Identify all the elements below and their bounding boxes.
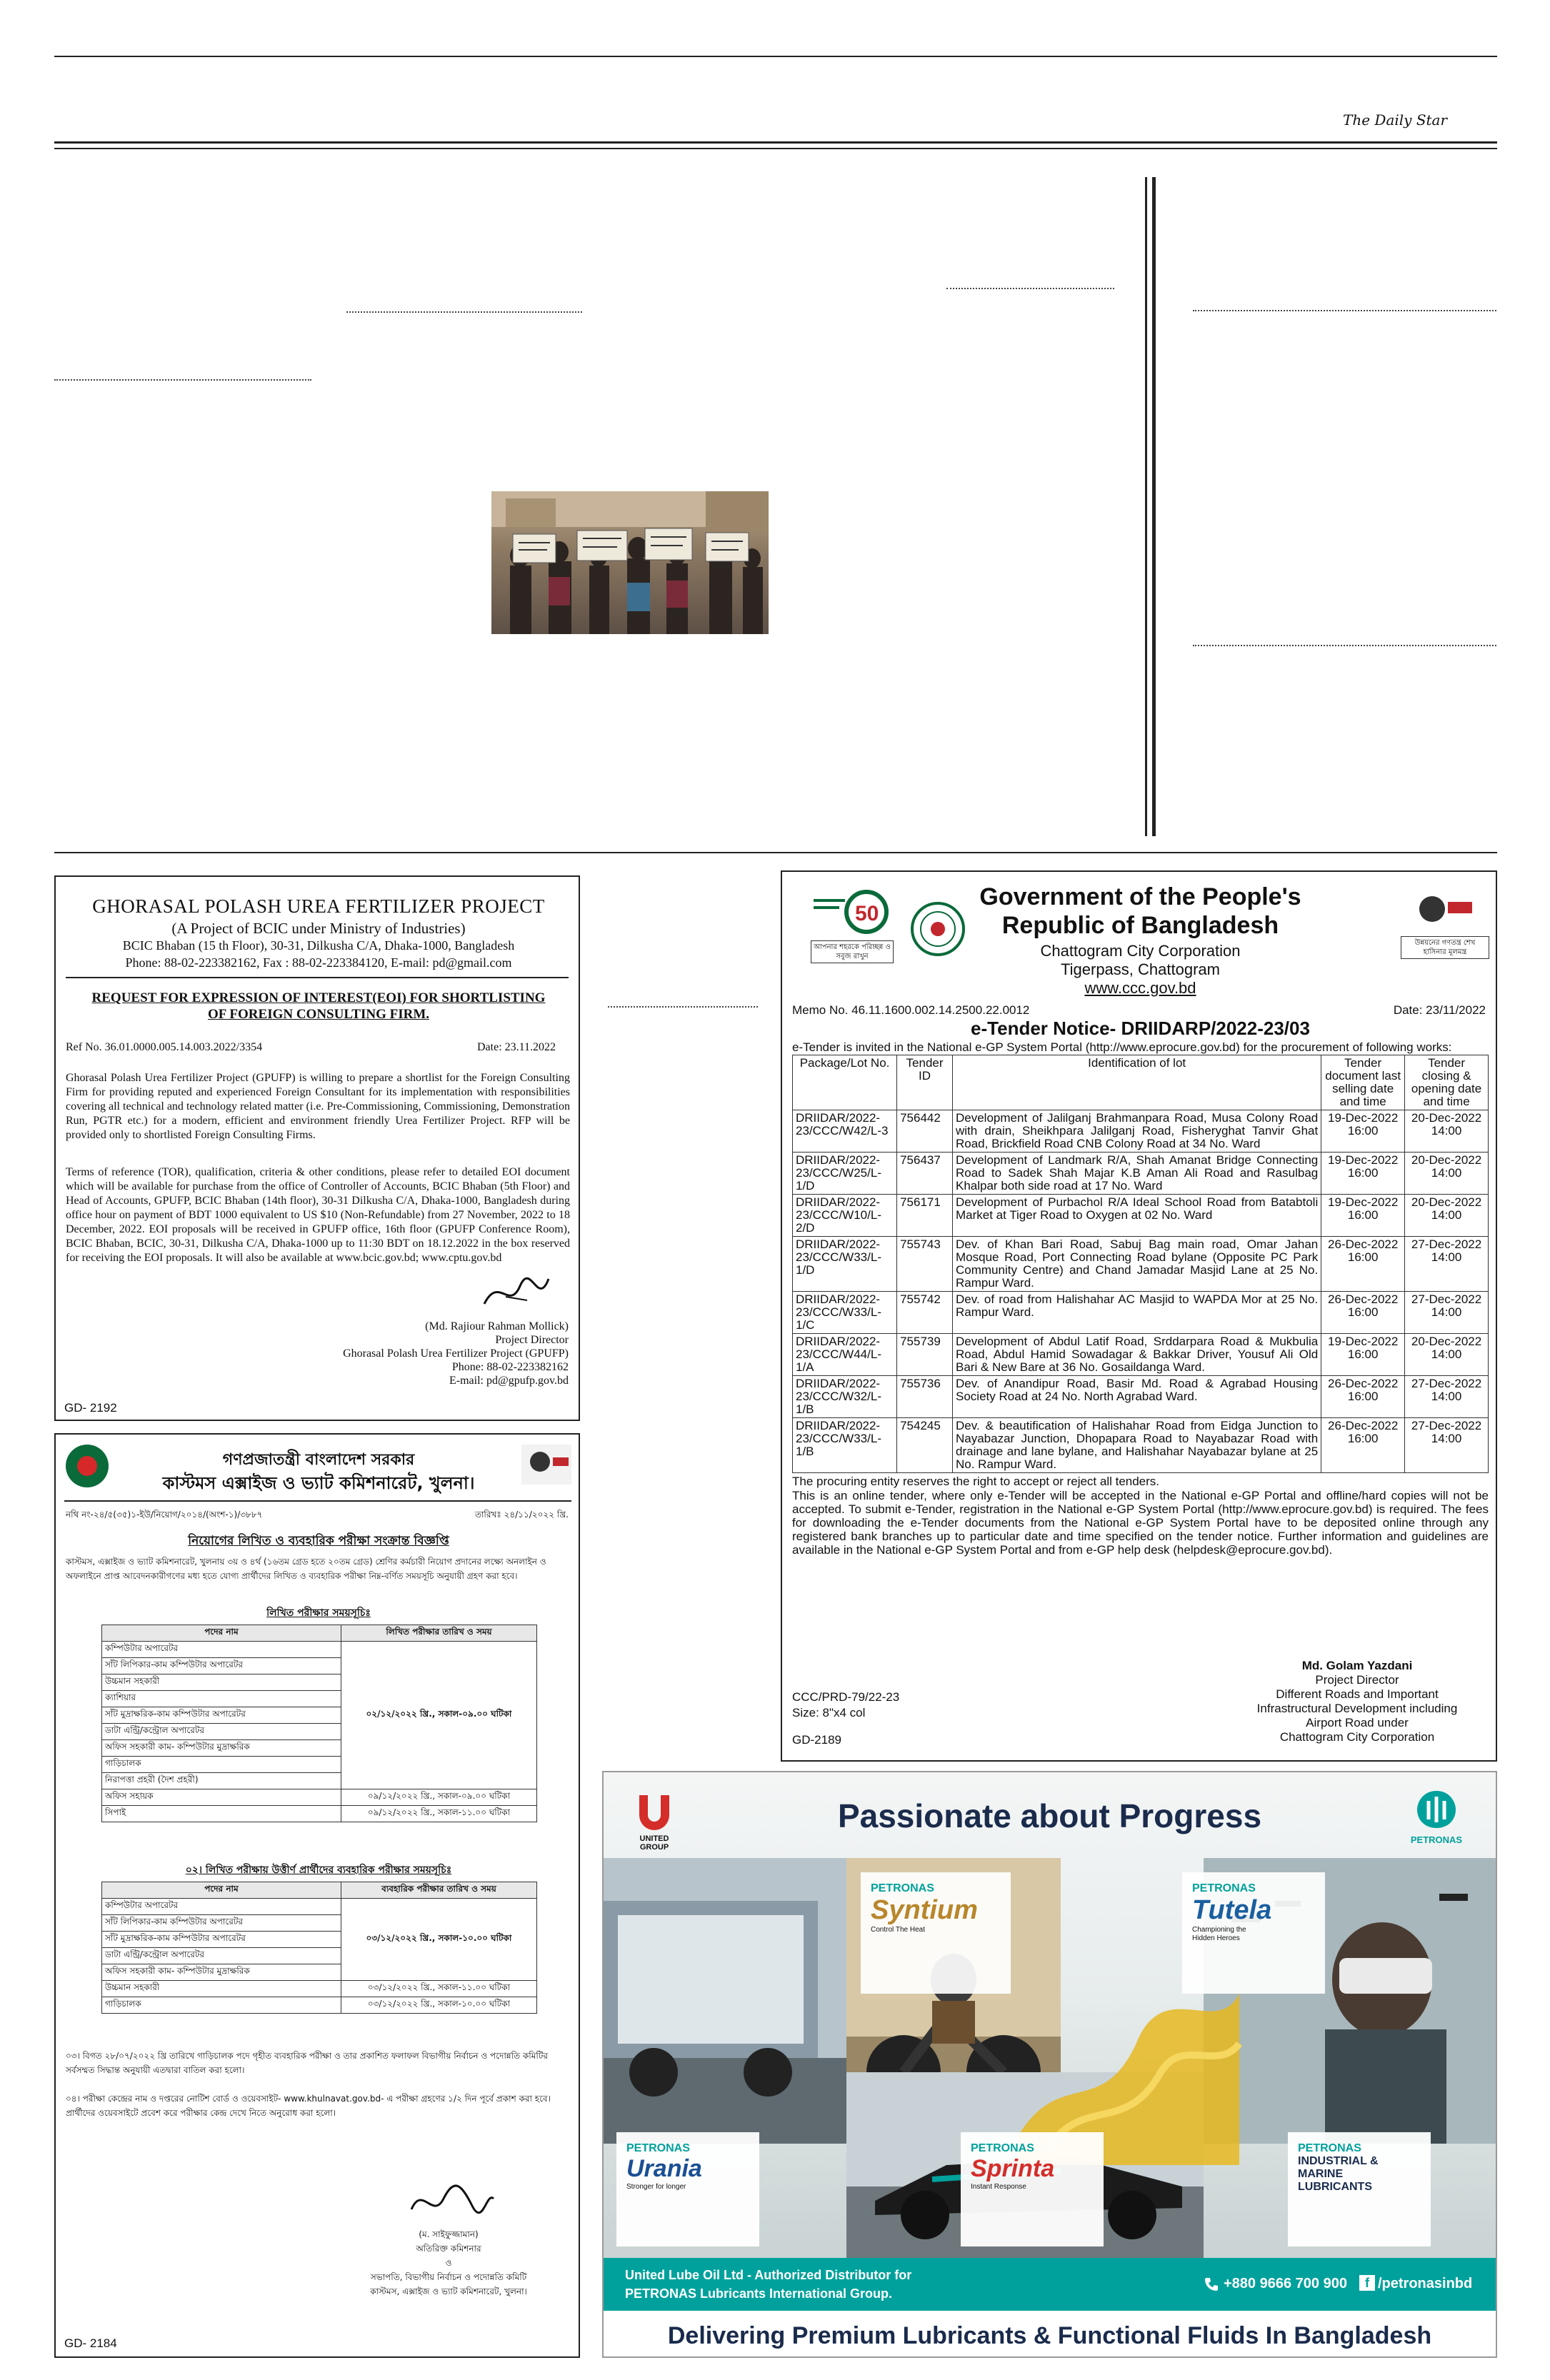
product-card — [616, 2132, 759, 2246]
schedule-2-table-wrap — [101, 1882, 537, 2014]
memo-date: Date: 23/11/2022 — [1393, 1003, 1486, 1017]
svg-text:50: 50 — [855, 902, 879, 925]
post-name: গাড়িচালক — [102, 1997, 341, 2014]
ad-divider — [64, 1500, 571, 1502]
ccc-website-link[interactable]: www.ccc.gov.bd — [1084, 979, 1196, 997]
product-card — [1288, 2132, 1431, 2246]
product-card — [861, 1872, 1011, 1994]
cell-tender-id: 755743 — [897, 1237, 953, 1292]
table-row — [793, 1418, 1489, 1473]
table-row — [793, 1376, 1489, 1418]
col-header: ব্যবহারিক পরীক্ষার তারিখ ও সময় — [341, 1882, 536, 1899]
table-row — [793, 1237, 1489, 1292]
article-divider — [1193, 645, 1496, 646]
schedule-1-table-wrap — [101, 1625, 537, 1822]
article-divider — [946, 288, 1114, 289]
post-name: অফিস সহকারী কাম- কম্পিউটার মুদ্রাক্ষরিক — [102, 1740, 341, 1757]
ccc-place: Tigerpass, Chattogram — [1061, 960, 1220, 978]
product-tagline: Control The Heat — [871, 1926, 925, 1934]
product-brand: PETRONAS — [871, 1882, 934, 1894]
petronas-tagline: Delivering Premium Lubricants & Functional Fluids In Bangladesh — [667, 2322, 1432, 2349]
signatory-line: অতিরিক্ত কমিশনার — [416, 2244, 481, 2254]
col-header: Tender closing & opening date and time — [1405, 1055, 1489, 1110]
post-name: গাড়িচালক — [102, 1757, 341, 1773]
customs-intro: কাস্টমস, এক্সাইজ ও ভ্যাট কমিশনারেট, খুলনায় ৩য় ও ৪র্থ (১৬তম গ্রেড হতে ২০তম গ্রেড) শ্রেণির কর্মচারী নিয়োগ প্রদানের লক্ষ্যে অনলাইন ও অফলাইনে প্রাপ্ত আবেদনকারীগণের মধ্য হতে যোগ্য প্রার্থীদের লিখিত ও ব্যবহারিক পরীক্ষা নিম্ন-বর্ণিত সময়সূচি অনুযায়ী গ্রহণ করা হবে। — [66, 1557, 546, 1581]
memo-number: Memo No. 46.11.1600.002.14.2500.22.0012 — [792, 1003, 1030, 1017]
table-row — [793, 1334, 1489, 1376]
customs-ad — [54, 1433, 580, 2358]
schedule-2-table — [101, 1882, 537, 2014]
cell-selling-date: 19-Dec-2022 16:00 — [1321, 1195, 1405, 1237]
cell-lot: Development of Jalilganj Brahmanpara Road, Musa Colony Road with drain, Sheikhpara Jalilganj Road, Fisheryghat Tanvir Ghat Road, Brickfield Road CNB Colony Road at 34 No. Ward — [953, 1110, 1321, 1153]
cell-tender-id: 755739 — [897, 1334, 953, 1376]
product-card — [1182, 1872, 1325, 1994]
signatory-line: Different Roads and Important — [1276, 1687, 1439, 1701]
eoi-paragraph: Ghorasal Polash Urea Fertilizer Project (GPUFP) is willing to prepare a shortlist for the Foreign Consulting Firm for providing reputed and experienced Foreign Consultant for its implementation with responsibilities covering all technical and technology related matter (i.e. Pre-Commissioning, Commissioning, Demonstration Run, PGTR etc.) for a modern, efficient and environment friendly Urea Fertilizer Project. RFP will be provided only to shortlisted Foreign Consulting Firms. — [66, 1072, 570, 1141]
schedule-2-title: ০২। লিখিত পরীক্ষায় উত্তীর্ণ প্রার্থীদের ব্যবহারিক পরীক্ষার সময়সূচিঃ — [185, 1864, 452, 1876]
contact-phone[interactable]: +880 9666 700 900 — [1224, 2276, 1347, 2291]
cell-package: DRIIDAR/2022-23/CCC/W44/L-1/A — [793, 1334, 897, 1376]
table-row — [793, 1195, 1489, 1237]
cell-package: DRIIDAR/2022-23/CCC/W33/L-1/D — [793, 1237, 897, 1292]
eoi-heading: REQUEST FOR EXPRESSION OF INTEREST(EOI) FOR SHORTLISTING OF FOREIGN CONSULTING FIRM. — [91, 990, 546, 1022]
cell-lot: Development of Purbachol R/A Ideal School Road from Batabtoli Market at Tiger Road to Oxygen at 02 No. Ward — [953, 1195, 1321, 1237]
product-name: Sprinta — [971, 2155, 1055, 2182]
distributor-line: PETRONAS Lubricants International Group. — [625, 2286, 893, 2301]
social-handle[interactable]: /petronasinbd — [1378, 2276, 1473, 2291]
col-header: Identification of lot — [953, 1055, 1321, 1110]
tender-intro: e-Tender is invited in the National e-GP System Portal (http://www.eprocure.gov.bd) for the procurement of following works: — [792, 1040, 1452, 1054]
ccc-prd: CCC/PRD-79/22-23 — [792, 1690, 900, 1704]
table-row — [793, 1153, 1489, 1195]
ccc-org: Chattogram City Corporation — [1040, 942, 1241, 960]
cell-package: DRIIDAR/2022-23/CCC/W33/L-1/C — [793, 1292, 897, 1334]
facebook-icon: f — [1359, 2275, 1375, 2291]
reserve-note: The procuring entity reserves the right to accept or reject all tenders. — [792, 1475, 1160, 1488]
cell-tender-id: 756171 — [897, 1195, 953, 1237]
post-name: কম্পিউটার অপারেটর — [102, 1642, 341, 1658]
product-card — [961, 2132, 1104, 2246]
cell-tender-id: 754245 — [897, 1418, 953, 1473]
cell-closing-date: 27-Dec-2022 14:00 — [1405, 1292, 1489, 1334]
cell-selling-date: 26-Dec-2022 16:00 — [1321, 1418, 1405, 1473]
distributor-line: United Lube Oil Ltd - Authorized Distributor for — [625, 2268, 912, 2282]
col-header: Package/Lot No. — [793, 1055, 897, 1110]
product-tagline: Stronger for longer — [626, 2183, 686, 2191]
product-brand: PETRONAS — [1192, 1882, 1256, 1894]
ad-title: GHORASAL POLASH UREA FERTILIZER PROJECT — [92, 895, 545, 917]
post-name: উচ্চমান সহকারী — [102, 1674, 341, 1691]
cell-selling-date: 26-Dec-2022 16:00 — [1321, 1376, 1405, 1418]
cell-closing-date: 27-Dec-2022 14:00 — [1405, 1376, 1489, 1418]
signatory-line: Infrastructural Development including — [1256, 1702, 1458, 1715]
signatory-line: E-mail: pd@gpufp.gov.bd — [449, 1375, 569, 1387]
ref-number: Ref No. 36.01.0000.005.14.003.2022/3354 — [66, 1041, 263, 1053]
customs-title: গণপ্রজাতন্ত্রী বাংলাদেশ সরকার — [222, 1451, 415, 1469]
cell-selling-date: 19-Dec-2022 16:00 — [1321, 1334, 1405, 1376]
cell-package: DRIIDAR/2022-23/CCC/W32/L-1/B — [793, 1376, 897, 1418]
article-divider — [54, 379, 311, 381]
post-name: কম্পিউটার অপারেটর — [102, 1899, 341, 1915]
right-caption: উন্নয়নের গণতন্ত্র শেখ হাসিনার মূলমন্ত্র — [1401, 936, 1489, 959]
signatory-line: কাস্টমস, এক্সাইজ ও ভ্যাট কমিশনারেট, খুলনা। — [370, 2286, 527, 2296]
cell-package: DRIIDAR/2022-23/CCC/W25/L-1/D — [793, 1153, 897, 1195]
product-tagline: Instant Response — [971, 2183, 1026, 2191]
signature — [477, 1268, 556, 1318]
gd-number: GD- 2184 — [64, 2336, 117, 2350]
ad-divider — [66, 977, 569, 978]
signatory-block — [1225, 1659, 1489, 1744]
column-rule — [1152, 177, 1156, 836]
signatory-block — [343, 1320, 569, 1387]
cell-lot: Dev. of Anandipur Road, Basir Md. Road & Agrabad Housing Society Road at 24 No. North Agrabad Ward. — [953, 1376, 1321, 1418]
cell-closing-date: 20-Dec-2022 14:00 — [1405, 1153, 1489, 1195]
post-name: সাঁট লিপিকার-কাম কম্পিউটার অপারেটর — [102, 1658, 341, 1674]
exam-date: ০৩/১২/২০২২ খ্রি., সকাল-১১.০০ ঘটিকা — [341, 1981, 536, 1997]
cell-tender-id: 756442 — [897, 1110, 953, 1153]
tender-table — [792, 1055, 1489, 1473]
customs-ref: নথি নং-২৪/৫(৩৫)১-ইউ/নিয়োগ/২০১৪/(অংশ-১)/৩৮৮৭ — [66, 1510, 263, 1520]
gd-number: GD-2189 — [792, 1733, 841, 1747]
post-name: অফিস সহায়ক — [102, 1789, 341, 1806]
product-name: Syntium — [871, 1895, 978, 1925]
product-name: Tutela — [1192, 1895, 1272, 1925]
post-name: ডাটা এন্ট্রি/কন্ট্রোল অপারেটর — [102, 1724, 341, 1740]
customs-date: তারিখঃ ২৪/১১/২০২২ খ্রি. — [474, 1510, 569, 1520]
header-rule-1 — [54, 141, 1497, 144]
eoi-paragraph: Terms of reference (TOR), qualification, criteria & other conditions, please refer to detailed EOI document which will be available for purchase from the office of Controller of Accounts, BCIC Bhaban (5th Floor) and Head of Accounts, GPUFP, BCIC Bhaban (14th floor), 30-31 Dilkusha C/A, Dhaka-1000, Bangladesh during office hour on payment of BDT 1000 equivalent to US $10 (Non-Refundable) from 27 November, 2022 to 18 December, 2022. EOI proposals will be received in GPUFP office, 16th floor (GPUFP Conference Room), BCIC Bhaban, BCIC, 30-31, Dilkusha C/A, Dhaka-1000 up to 11:30 BDT on 18.12.2022 in the box reserved for receiving the EOI proposals. It will also be available at www.bcic.gov.bd; www.cptu.gov.bd — [66, 1166, 570, 1264]
article-divider — [608, 1006, 758, 1008]
post-name: অফিস সহকারী কাম- কম্পিউটার মুদ্রাক্ষরিক — [102, 1964, 341, 1981]
product-tagline: Championing the Hidden Heroes — [1192, 1926, 1246, 1942]
exam-date: ০৩/১২/২০২২ খ্রি., সকাল-১০.০০ ঘটিকা — [341, 1997, 536, 2014]
cell-lot: Dev. of road from Halishahar AC Masjid to WAPDA Mor at 25 No. Rampur Ward. — [953, 1292, 1321, 1334]
ref-date: Date: 23.11.2022 — [477, 1041, 556, 1053]
ad-address: BCIC Bhaban (15 th Floor), 30-31, Dilkusha C/A, Dhaka-1000, Bangladesh — [122, 938, 515, 953]
cell-lot: Dev. & beautification of Halishahar Road from Eidga Junction to Nayabazar Junction, Dhopapara Road to Nayabazar Road with drainage and lane bylane, and Halishahar Nayabazar bylane at 25 No. Rampur Ward. — [953, 1418, 1321, 1473]
cell-tender-id: 755736 — [897, 1376, 953, 1418]
cell-selling-date: 19-Dec-2022 16:00 — [1321, 1153, 1405, 1195]
cell-closing-date: 27-Dec-2022 14:00 — [1405, 1237, 1489, 1292]
distributor-band — [604, 2258, 1496, 2311]
signatory-line: Project Director — [495, 1334, 569, 1346]
petronas-hero — [604, 1772, 1496, 2258]
exam-date: ০৯/১২/২০২২ খ্রি., সকাল-০৯.০০ ঘটিকা — [341, 1789, 536, 1806]
petronas-ad — [602, 1771, 1497, 2358]
post-name: সিপাই — [102, 1806, 341, 1822]
signatory-line: Airport Road under — [1306, 1716, 1409, 1729]
article-divider — [1193, 310, 1496, 311]
cell-tender-id: 755742 — [897, 1292, 953, 1334]
ccc-size: Size: 8"x4 col — [792, 1706, 866, 1719]
cell-lot: Development of Landmark R/A, Shah Amanat Bridge Connecting Road to Sadek Shah Majar K.B Aman Ali Road and Rasulbag Khalpar both side road at 17 No. Ward — [953, 1153, 1321, 1195]
product-brand: PETRONAS — [626, 2142, 690, 2154]
cell-package: DRIIDAR/2022-23/CCC/W10/L-2/D — [793, 1195, 897, 1237]
cell-closing-date: 20-Dec-2022 14:00 — [1405, 1334, 1489, 1376]
cell-package: DRIIDAR/2022-23/CCC/W33/L-1/B — [793, 1418, 897, 1473]
signatory-line: (ম. সাইফুজ্জামান) — [419, 2229, 479, 2239]
col-header: পদের নাম — [102, 1882, 341, 1899]
signatory-line: Phone: 88-02-223382162 — [451, 1361, 569, 1373]
post-name: উচ্চমান সহকারী — [102, 1981, 341, 1997]
signatory-line: Ghorasal Polash Urea Fertilizer Project (GPUFP) — [343, 1347, 569, 1360]
truck-illustration — [604, 1858, 846, 2144]
section-rule — [54, 852, 1497, 853]
column-rule — [1145, 177, 1147, 836]
mujib-logo-icon — [1411, 888, 1475, 930]
post-name: ডাটা এন্ট্রি/কন্ট্রোল অপারেটর — [102, 1948, 341, 1964]
masthead-brand: The Daily Star — [1343, 111, 1448, 129]
ccc-title: Government of the People's — [979, 883, 1301, 910]
exam-date: ০২/১২/২০২২ খ্রি., সকাল-০৯.০০ ঘটিকা — [341, 1642, 536, 1789]
customs-heading: নিয়োগের লিখিত ও ব্যবহারিক পরীক্ষা সংক্রান্ত বিজ্ঞপ্তি — [188, 1534, 449, 1548]
col-header: Tender ID — [897, 1055, 953, 1110]
notice-title: e-Tender Notice- DRIIDARP/2022-23/03 — [971, 1018, 1310, 1039]
post-name: নিরাপত্তা প্রহরী (দৈশ প্রহরী) — [102, 1773, 341, 1789]
left-caption: আপনার শহরকে পরিচ্ছন্ন ও সবুজ রাখুন — [811, 940, 894, 963]
post-name: সাঁট লিপিকার-কাম কম্পিউটার অপারেটর — [102, 1915, 341, 1932]
top-rule — [54, 56, 1497, 57]
signatory-line: Project Director — [1315, 1673, 1399, 1687]
signature — [404, 2177, 497, 2227]
signatory-line: ও — [445, 2258, 452, 2268]
product-brand: PETRONAS — [1298, 2142, 1361, 2154]
signatory-line: (Md. Rajiour Rahman Mollick) — [425, 1320, 569, 1332]
petronas-label: PETRONAS — [1410, 1834, 1463, 1845]
product-name: Urania — [626, 2155, 702, 2182]
signatory-block — [327, 2227, 570, 2299]
news-photo — [491, 491, 769, 634]
customs-note: ০৪। পরীক্ষা কেন্দ্রের নাম ও দপ্তরের নোটিশ বোর্ড ও ওয়েবসাইট- www.khulnavat.gov.bd- এ পরীক্ষা গ্রহণের ১/২ দিন পূর্বে প্রকাশ করা হবে। প্রার্থীদের ওয়েবসাইটে প্রবেশ করে পরীক্ষার কেন্দ্র দেখে নিতে অনুরোধ করা হলো। — [66, 2094, 551, 2118]
schedule-1-table — [101, 1625, 537, 1822]
cell-selling-date: 19-Dec-2022 16:00 — [1321, 1110, 1405, 1153]
col-header: Tender document last selling date and time — [1321, 1055, 1405, 1110]
table-row — [793, 1292, 1489, 1334]
cell-selling-date: 26-Dec-2022 16:00 — [1321, 1237, 1405, 1292]
col-header: লিখিত পরীক্ষার তারিখ ও সময় — [341, 1625, 536, 1642]
post-name: সাঁট মুদ্রাক্ষরিক-কাম কম্পিউটার অপারেটর — [102, 1932, 341, 1948]
tender-table-wrap — [792, 1055, 1489, 1557]
post-name: সাঁট মুদ্রাক্ষরিক-কাম কম্পিউটার অপারেটর — [102, 1707, 341, 1724]
schedule-1-title: লিখিত পরীক্ষার সময়সূচিঃ — [266, 1607, 371, 1619]
exam-date: ০৯/১২/২০২২ খ্রি., সকাল-১১.০০ ঘটিকা — [341, 1806, 536, 1822]
phone-icon — [1204, 2276, 1219, 2292]
petronas-headline: Passionate about Progress — [837, 1797, 1262, 1834]
header-rule-2 — [54, 148, 1497, 149]
signatory-line: Chattogram City Corporation — [1279, 1730, 1435, 1744]
table-row — [793, 1110, 1489, 1153]
product-name: INDUSTRIAL & MARINE LUBRICANTS — [1298, 2155, 1379, 2193]
ghorasal-ad — [54, 875, 580, 1421]
ccc-tender-ad — [781, 870, 1497, 1762]
cell-closing-date: 20-Dec-2022 14:00 — [1405, 1110, 1489, 1153]
cell-closing-date: 20-Dec-2022 14:00 — [1405, 1195, 1489, 1237]
gd-number: GD- 2192 — [64, 1401, 117, 1415]
cell-lot: Development of Abdul Latif Road, Srddarpara Road & Mukbulia Road, Abdul Hamid Sowadagar & Bakkar Driver, Yousuf Ali Old Bari & New Bare at 36 No. Gosaildanga Ward. — [953, 1334, 1321, 1376]
ad-subtitle: (A Project of BCIC under Ministry of Industries) — [171, 920, 466, 937]
cell-closing-date: 27-Dec-2022 14:00 — [1405, 1418, 1489, 1473]
cell-package: DRIIDAR/2022-23/CCC/W42/L-3 — [793, 1110, 897, 1153]
tender-footer: This is an online tender, where only e-Tender will be accepted in the National e-GP Portal and offline/hard copies will not be accepted. To submit e-Tender, registration in the National e-GP System Portal (http://www.eprocure.gov.bd) is required. The fees for downloading the e-Tender documents from the National e-GP System Portal have to be deposited online through any registered bank branches up to particular date and time specified on the tender notice. Further information and guidelines are available in the National e-GP System Portal and from e-GP help desk (helpdesk@eprocure.gov.bd). — [792, 1489, 1489, 1557]
article-divider — [346, 311, 582, 313]
cell-selling-date: 26-Dec-2022 16:00 — [1321, 1292, 1405, 1334]
united-group-label: UNITED GROUP — [639, 1834, 669, 1852]
ccc-title-2: Republic of Bangladesh — [1001, 912, 1279, 939]
post-name: ক্যাশিয়ার — [102, 1691, 341, 1707]
cell-tender-id: 756437 — [897, 1153, 953, 1195]
col-header: পদের নাম — [102, 1625, 341, 1642]
signatory-line: Md. Golam Yazdani — [1301, 1659, 1413, 1672]
ad-phone: Phone: 88-02-223382162, Fax : 88-02-223384120, E-mail: pd@gmail.com — [125, 955, 512, 970]
exam-date: ০৩/১২/২০২২ খ্রি., সকাল-১০.০০ ঘটিকা — [341, 1899, 536, 1981]
customs-note: ০৩। বিগত ২৮/০৭/২০২২ খ্রি তারিখে গাড়িচালক পদে গৃহীত ব্যবহারিক পরীক্ষা ও তার প্রকাশিত ফলাফল বিভাগীয় নির্বাচন ও পদোন্নতি কমিটির সর্বসম্মত সিদ্ধান্ত অনুযায়ী এতদ্বারা বাতিল করা হলো। — [66, 2051, 548, 2075]
product-brand: PETRONAS — [971, 2142, 1034, 2154]
signatory-line: সভাপতি, বিভাগীয় নির্বাচন ও পদোন্নতি কমিটি — [370, 2272, 527, 2282]
cell-lot: Dev. of Khan Bari Road, Sabuj Bag main road, Omar Jahan Mosque Road, Port Connecting Road bylane (Opposite PC Park Community Centre) and Chand Jamadar Masjid Lane at 25 No. Rampur Ward. — [953, 1237, 1321, 1292]
customs-office: কাস্টমস এক্সাইজ ও ভ্যাট কমিশনারেট, খুলনা। — [162, 1473, 475, 1493]
